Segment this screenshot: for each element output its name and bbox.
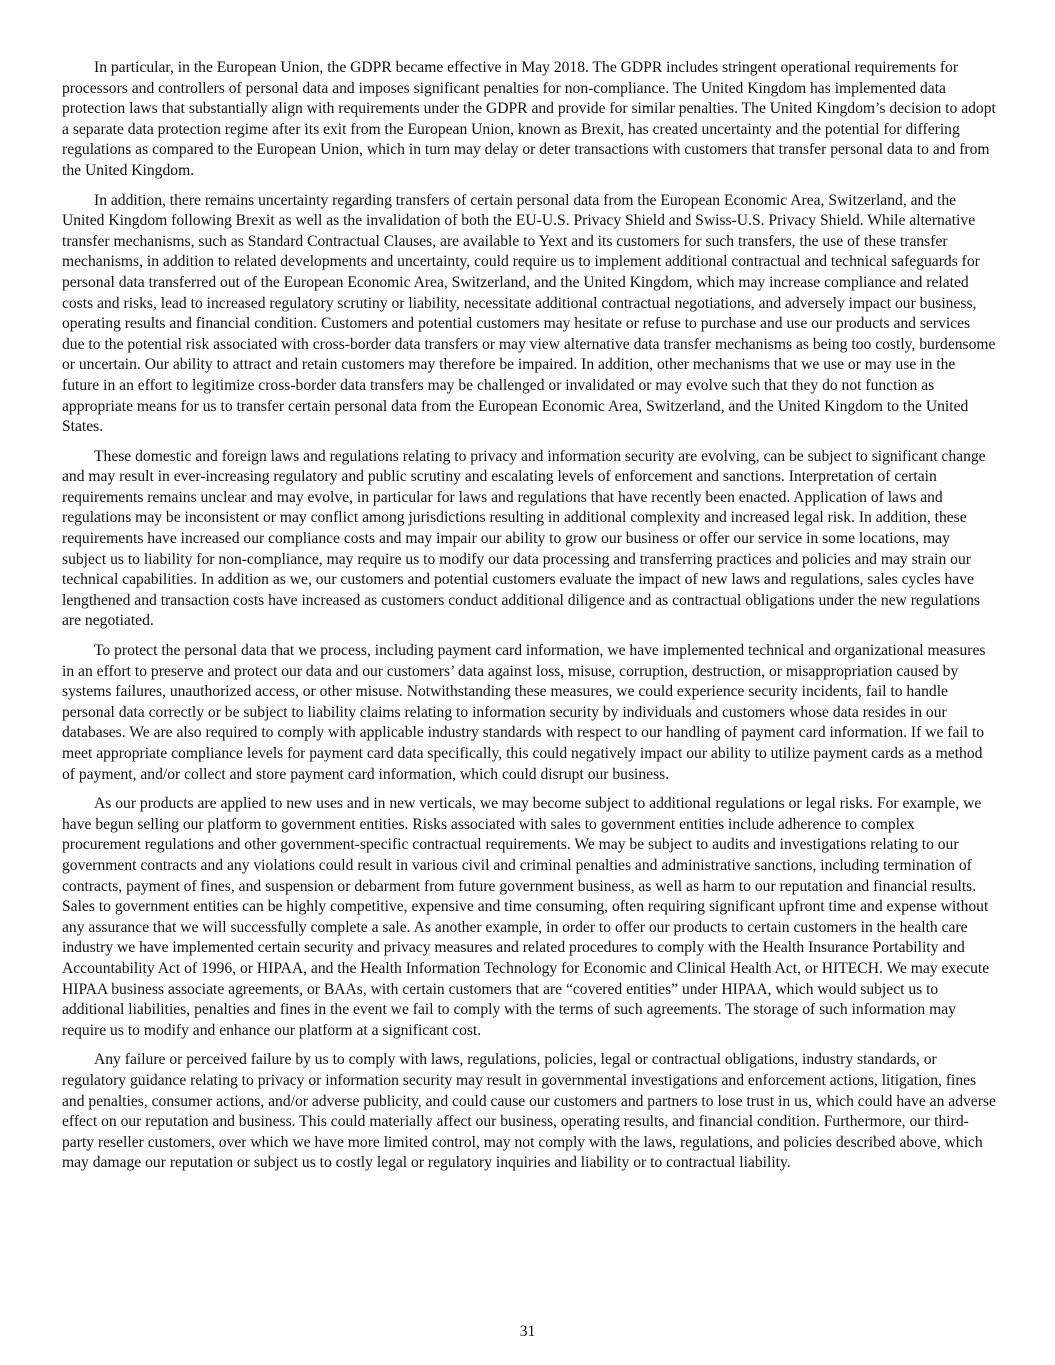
paragraph-new-verticals: As our products are applied to new uses and in new verticals, we may become subject to additional regulations or legal risks. For example, we have begun selling our platform to government entities. Risks associated with sales to government entities include adherence to complex procurement regulations and other government-specific contractual requirements. We may be subject to audits and investigations relating to our government contracts and any violations could result in various civil and criminal penalties and administrative sanctions, including termination of contracts, payment of fines, and suspension or debarment from future government business, as well as harm to our reputation and financial results. Sales to government entities can be highly competitive, expensive and time consuming, often requiring significant upfront time and expense without any assurance that we will successfully complete a sale. As another example, in order to offer our products to certain customers in the health care industry we have implemented certain security and privacy measures and related procedures to comply with the Health Insurance Portability and Accountability Act of 1996, or HIPAA, and the Health Information Technology for Economic and Clinical Health Act, or HITECH. We may execute HIPAA business associate agreements, or BAAs, with certain customers that are “covered entities” under HIPAA, which would subject us to additional liabilities, penalties and fines in the event we fail to comply with the terms of such agreements. The storage of such information may require us to modify and enhance our platform at a significant cost. xyxy=(62,795,990,1039)
document-body xyxy=(62,58,996,1183)
paragraph-gdpr: In particular, in the European Union, the GDPR became effective in May 2018. The GDPR includes stringent operational requirements for processors and controllers of personal data and imposes significant penalties for non-compliance. The United Kingdom has implemented data protection laws that substantially align with requirements under the GDPR and provide for similar penalties. The United Kingdom’s decision to adopt a separate data protection regime after its exit from the European Union, known as Brexit, has created uncertainty and the potential for differing regulations as compared to the European Union, which in turn may delay or deter transactions with customers that transfer personal data to and from the United Kingdom. xyxy=(62,59,996,179)
paragraph-compliance-failure: Any failure or perceived failure by us to comply with laws, regulations, policies, legal or contractual obligations, industry standards, or regulatory guidance relating to privacy or information security may result in governmental investigations and enforcement actions, litigation, fines and penalties, consumer actions, and/or adverse publicity, and could cause our customers and partners to lose trust in us, which could have an adverse effect on our reputation and business. This could materially affect our business, operating results, and financial condition. Furthermore, our third-party reseller customers, over which we have more limited control, may not comply with the laws, regulations, and policies described above, which may damage our reputation or subject us to costly legal or regulatory inquiries and liability or to contractual liability. xyxy=(62,1051,996,1172)
page-number: 31 xyxy=(519,1323,536,1340)
paragraph-evolving-laws: These domestic and foreign laws and regulations relating to privacy and information security are evolving, can be subject to significant change and may result in ever-increasing regulatory and public scrutiny and escalating levels of enforcement and sanctions. Interpretation of certain requirements remains unclear and may evolve, in particular for laws and regulations that have recently been enacted. Application of laws and regulations may be inconsistent or may conflict among jurisdictions resulting in additional complexity and increased legal risk. In addition, these requirements have increased our compliance costs and may impair our ability to grow our business or offer our service in some locations, may subject us to liability for non-compliance, may require us to modify our data processing and transferring practices and policies and may strain our technical capabilities. In addition as we, our customers and potential customers evaluate the impact of new laws and regulations, sales cycles have lengthened and transaction costs have increased as customers conduct additional diligence and as contractual obligations under the new regulations are negotiated. xyxy=(62,447,986,630)
paragraph-data-transfers: In addition, there remains uncertainty regarding transfers of certain personal data from the European Economic Area, Switzerland, and the United Kingdom following Brexit as well as the invalidation of both the EU-U.S. Privacy Shield and Swiss-U.S. Privacy Shield. While alternative transfer mechanisms, such as Standard Contractual Clauses, are available to Yext and its customers for such transfers, the use of these transfer mechanisms, in addition to related developments and uncertainty, could require us to implement additional contractual and technical safeguards for personal data transferred out of the European Economic Area, Switzerland, and the United Kingdom, which may increase compliance and related costs and risks, lead to increased regulatory scrutiny or liability, necessitate additional contractual negotiations, and adversely impact our business, operating results and financial condition. Customers and potential customers may hesitate or refuse to purchase and use our products and services due to the potential risk associated with cross-border data transfers or may view alternative data transfer mechanisms as being too costly, burdensome or uncertain. Our ability to attract and retain customers may therefore be impaired. In addition, other mechanisms that we use or may use in the future in an effort to legitimize cross-border data transfers may be challenged or invalidated or may evolve such that they do not function as appropriate means for us to transfer certain personal data from the European Economic Area, Switzerland, and the United Kingdom to the United States. xyxy=(62,191,996,436)
paragraph-data-protection: To protect the personal data that we process, including payment card information, we have implemented technical and organizational measures in an effort to preserve and protect our data and our customers’ data against loss, misuse, corruption, destruction, or misappropriation caused by systems failures, unauthorized access, or other misuse. Notwithstanding these measures, we could experience security incidents, fail to handle personal data correctly or be subject to liability claims relating to information security by individuals and customers whose data resides in our databases. We are also required to comply with applicable industry standards with respect to our handling of payment card information. If we fail to meet appropriate compliance levels for payment card data specifically, this could negatively impact our ability to utilize payment cards as a method of payment, and/or collect and store payment card information, which could disrupt our business. xyxy=(62,642,986,783)
